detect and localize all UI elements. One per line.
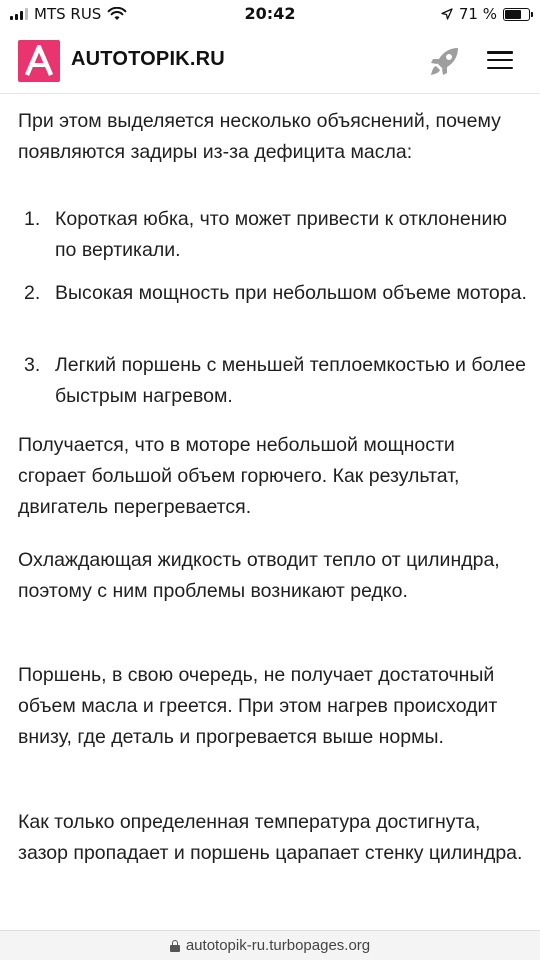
- logo-a-icon: [24, 45, 54, 77]
- list-number: 2.: [24, 282, 41, 304]
- battery-icon: [503, 8, 530, 21]
- rocket-icon[interactable]: [428, 44, 462, 78]
- article-intro: При этом выделяется несколько объяснений, почему появляются задиры из-за дефицита масла:: [18, 110, 501, 163]
- battery-level: [505, 10, 521, 19]
- site-header: [0, 28, 540, 94]
- list-item: [18, 204, 528, 266]
- list-number: 1.: [24, 208, 41, 230]
- site-name[interactable]: AUTOTOPIK.RU: [71, 48, 225, 70]
- status-bar: [0, 0, 540, 28]
- battery-percent: 71 %: [458, 5, 497, 23]
- site-logo[interactable]: [18, 40, 60, 82]
- article-body: [0, 94, 540, 934]
- article-paragraph: Поршень, в свою очередь, не получает достаточный объем масла и греется. При этом нагрев происходит внизу, где деталь и прогревается выше нормы.: [18, 664, 498, 748]
- article-paragraph: Получается, что в моторе небольшой мощности сгорает большой объем горючего. Как результат, двигатель перегревается.: [18, 434, 460, 518]
- status-right: [441, 5, 530, 23]
- list-text: Короткая юбка, что может привести к отклонению по вертикали.: [55, 208, 508, 261]
- list-text: Высокая мощность при небольшом объеме мотора.: [55, 282, 527, 304]
- lock-icon: [170, 940, 180, 952]
- location-arrow-icon: [441, 8, 453, 20]
- list-item: [18, 350, 528, 412]
- url-bar[interactable]: [0, 930, 540, 960]
- clock: 20:42: [244, 4, 296, 23]
- carrier-label: MTS RUS: [34, 5, 102, 23]
- list-item: [18, 278, 528, 309]
- list-text: Легкий поршень с меньшей теплоемкостью и более быстрым нагревом.: [55, 354, 526, 407]
- article-paragraph: Как только определенная температура достигнута, зазор пропадает и поршень царапает стенку цилиндра.: [18, 811, 523, 864]
- article-paragraph: Охлаждающая жидкость отводит тепло от цилиндра, поэтому с ним проблемы возникают редко.: [18, 549, 500, 602]
- url-text[interactable]: autotopik-ru.turbopages.org: [185, 937, 371, 954]
- menu-icon[interactable]: [487, 49, 513, 71]
- list-number: 3.: [24, 354, 41, 376]
